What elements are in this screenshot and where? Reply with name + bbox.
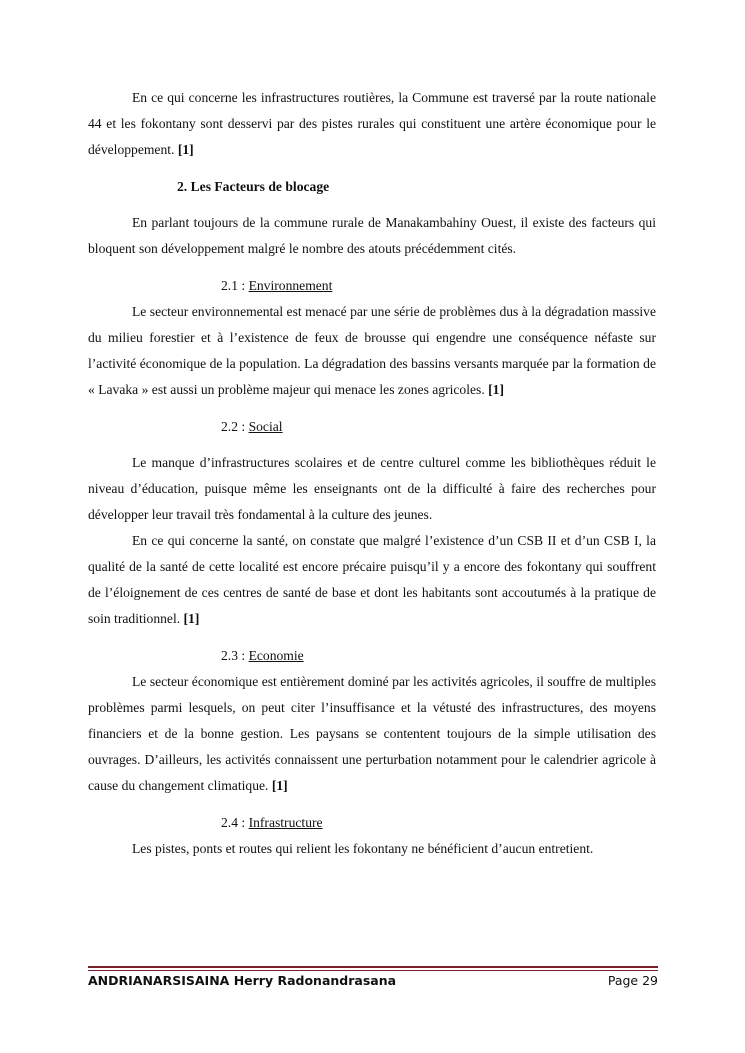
subsection-heading-social [88,414,656,440]
citation-ref: [1] [488,382,504,397]
social-paragraph-sante [88,528,656,632]
footer-divider-thick [88,966,658,968]
citation-ref: [1] [183,611,200,626]
subsection-title: Economie [248,648,304,663]
page-number: Page 29 [607,973,658,988]
subsection-number: 2.4 : [221,815,249,830]
page-body [88,85,656,862]
subsection-number: 2.3 : [221,648,249,663]
subsection-title: Environnement [248,278,333,293]
citation-ref: [1] [177,142,194,157]
sante-text: En ce qui concerne la santé, on constate que malgré l’existence d’un CSB II et d’un CSB I, la qualité de la santé de cette localité est encore précaire puisqu’il y a encore des fokontany qui souffrent de l’éloignement de ces centres de santé de base et dont les habitants sont accoutumés à la pratique de soin traditionnel. [88,533,656,626]
environnement-text: Le secteur environnemental est menacé par une série de problèmes dus à la dégradation massive du milieu forestier et à l’existence de feux de brousse qui engendre une conséquence néfaste sur l’activité économique de la population. La dégradation des bassins versants marquée par la formation de « Lavaka » est aussi un problème majeur qui menace les zones agricoles. [88,304,656,397]
subsection-heading-economie [88,643,656,669]
subsection-heading-infrastructure [88,810,656,836]
economie-text: Le secteur économique est entièrement dominé par les activités agricoles, il souffre de multiples problèmes parmi lesquels, on peut citer l’insuffisance et la vétusté des infrastructures, des moyens financiers et de la bonne gestion. Les paysans se contentent toujours de la simple utilisation des ouvrages. D’ailleurs, les activités connaissent une perturbation notamment pour le calendrier agricole à cause du changement climatique. [88,674,656,793]
subsection-title: Infrastructure [248,815,323,830]
citation-ref: [1] [271,778,288,793]
economie-paragraph [88,669,656,799]
page-footer [88,973,658,993]
infrastructure-paragraph: Les pistes, ponts et routes qui relient les fokontany ne bénéficient d’aucun entretient. [132,841,594,856]
section-intro-paragraph: En parlant toujours de la commune rurale de Manakambahiny Ouest, il existe des facteurs qui bloquent son développement malgré le nombre des atouts précédemment cités. [88,215,656,256]
intro-text: En ce qui concerne les infrastructures routières, la Commune est traversé par la route nationale 44 et les fokontany sont desservi par des pistes rurales qui constituent une artère économique pour le développement. [88,90,656,157]
footer-divider-thin [88,970,658,971]
environnement-paragraph [88,299,656,403]
section-heading: 2. Les Facteurs de blocage [177,179,330,194]
subsection-heading-environnement [88,273,656,299]
intro-paragraph [88,85,656,163]
social-paragraph-education: Le manque d’infrastructures scolaires et de centre culturel comme les bibliothèques réduit le niveau d’éducation, puisque même les enseignants ont de la difficulté à faire des recherches pour développer leur travail très fondamental à la culture des jeunes. [88,455,656,522]
subsection-number: 2.2 : [221,419,249,434]
footer-author: ANDRIANARSISAINA Herry Radonandrasana [88,973,397,988]
subsection-number: 2.1 : [221,278,249,293]
subsection-title: Social [248,419,283,434]
